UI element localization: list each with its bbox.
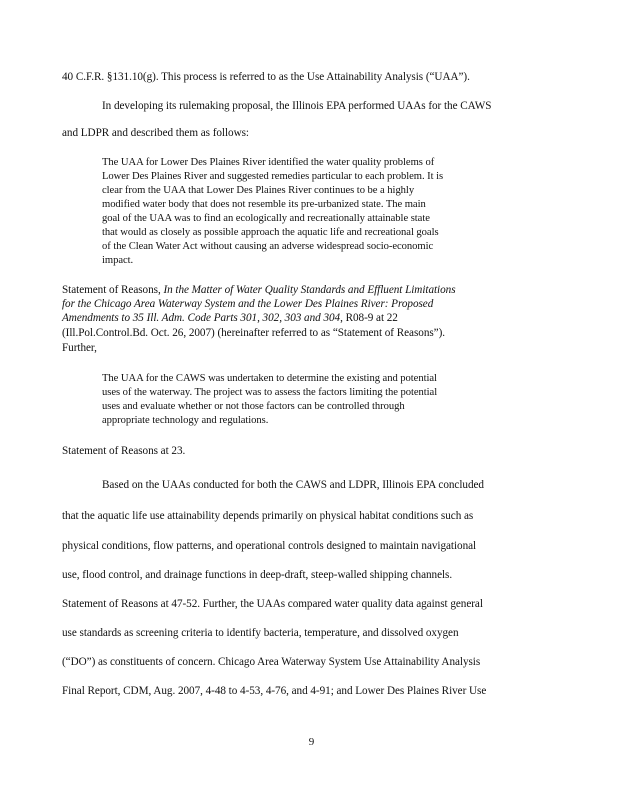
citation-case-title: for the Chicago Area Waterway System and the Lower Des Plaines River: Proposed xyxy=(62,298,434,310)
body-text-line: use, flood control, and drainage functions in deep-draft, steep-walled shipping channels. xyxy=(62,569,453,581)
quote-line: uses and evaluate whether or not those factors can be controlled through xyxy=(102,401,405,412)
quote-line: modified water body that does not resemble its pre-urbanized state. The main xyxy=(102,199,426,210)
body-text-line: and LDPR and described them as follows: xyxy=(62,127,249,139)
body-text-line: use standards as screening criteria to identify bacteria, temperature, and dissolved oxygen xyxy=(62,627,459,639)
quote-line: clear from the UAA that Lower Des Plaines River continues to be a highly xyxy=(102,185,415,196)
quote-line: uses of the waterway. The project was to assess the factors limiting the potential xyxy=(102,387,438,398)
body-text-line: Further, xyxy=(62,342,97,354)
citation-line: Statement of Reasons at 23. xyxy=(62,445,186,457)
body-text-line: Final Report, CDM, Aug. 2007, 4-48 to 4-53, 4-76, and 4-91; and Lower Des Plaines River Use xyxy=(62,685,487,697)
body-text-line: 40 C.F.R. §131.10(g). This process is referred to as the Use Attainability Analysis (“UAA”). xyxy=(62,71,470,83)
quote-line: goal of the UAA was to find an ecologically and recreationally attainable state xyxy=(102,213,430,224)
citation-case-title: In the Matter of Water Quality Standards and Effluent Limitations xyxy=(163,284,456,296)
quote-line: impact. xyxy=(102,255,134,266)
quote-line: of the Clean Water Act without causing an adverse widespread socio-economic xyxy=(102,241,434,252)
body-text-line: (“DO”) as constituents of concern. Chicago Area Waterway System Use Attainability Analysis xyxy=(62,656,481,668)
citation-text: Statement of Reasons, xyxy=(62,284,164,296)
body-text-line: Based on the UAAs conducted for both the CAWS and LDPR, Illinois EPA concluded xyxy=(102,479,484,491)
citation-text: , R08-9 at 22 xyxy=(340,312,398,324)
citation-line xyxy=(62,284,456,297)
quote-line: that would as closely as possible approach the aquatic life and recreational goals xyxy=(102,227,439,238)
quote-line: Lower Des Plaines River and suggested remedies particular to each problem. It is xyxy=(102,171,444,182)
quote-line: The UAA for Lower Des Plaines River identified the water quality problems of xyxy=(102,157,435,168)
citation-line xyxy=(62,312,398,325)
body-text-line: In developing its rulemaking proposal, the Illinois EPA performed UAAs for the CAWS xyxy=(102,100,492,112)
citation-case-title: Amendments to 35 Ill. Adm. Code Parts 301, 302, 303 and 304 xyxy=(62,312,341,324)
quote-line: The UAA for the CAWS was undertaken to determine the existing and potential xyxy=(102,373,437,384)
body-text-line: physical conditions, flow patterns, and operational controls designed to maintain navigational xyxy=(62,540,477,552)
page-number: 9 xyxy=(308,736,315,748)
body-text-line: Statement of Reasons at 47-52. Further, the UAAs compared water quality data against general xyxy=(62,598,483,610)
body-text-line: that the aquatic life use attainability depends primarily on physical habitat conditions such as xyxy=(62,510,474,522)
quote-line: appropriate technology and regulations. xyxy=(102,415,269,426)
citation-line: (Ill.Pol.Control.Bd. Oct. 26, 2007) (hereinafter referred to as “Statement of Reasons”). xyxy=(62,327,446,339)
